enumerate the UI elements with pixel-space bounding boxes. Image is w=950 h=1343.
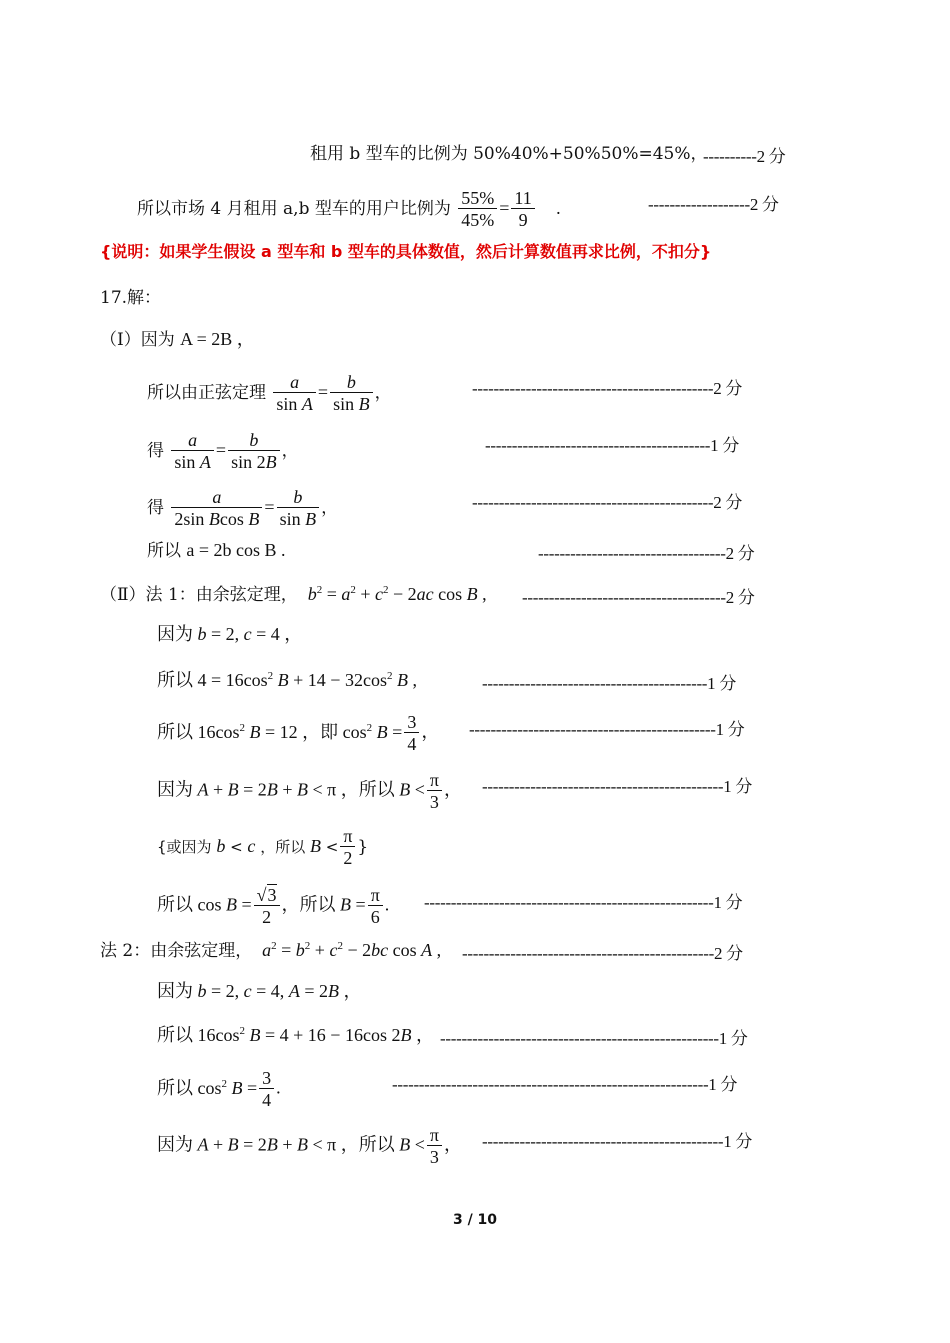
fraction-3-4: $\frac{3}{4}$ (259, 1068, 274, 1111)
rent-b-ratio-text: 租用 b 型车的比例为 50%40%+50%50%=45%， (310, 144, 708, 164)
angle-bound-line: 因为 A + B = 2B + B < π ，所以 B < $\frac{\pi}{3}$ ， (157, 1125, 462, 1167)
score-mark: ------------------------------------------1 分 (485, 436, 740, 455)
fraction-3-4: $\frac{3}{4}$ (404, 712, 419, 755)
final-answer-line: 所以 cos B = $\frac{√3}{2}$ ，所以 B = $\frac{\pi}{6}$ . (157, 885, 390, 927)
score-mark: -----------------------------------------------------------1 分 (392, 1075, 738, 1094)
alternative-reason-line: {或因为 b < c ，所以 B < $\frac{\pi}{2}$ } (157, 826, 369, 868)
score-mark: ------------------------------------------1 分 (482, 674, 737, 693)
part-two-line (100, 582, 487, 607)
result-formula: a = 2b cos B . (186, 540, 286, 560)
step-label: 得 (147, 441, 164, 461)
given-values: 因为 b = 2, c = 4 ， (157, 624, 303, 644)
method-two-line (100, 938, 441, 963)
fraction-pi-6: $\frac{\pi}{6}$ (368, 885, 383, 928)
sine-law-text: 所以由正弦定理 (147, 383, 266, 403)
score-mark: ---------------------------------------------1 分 (482, 1132, 753, 1151)
score-mark: -----------------------------------------------2 分 (462, 944, 743, 963)
fraction-sqrt3-2: $\frac{√3}{2}$ (254, 885, 280, 928)
final-answer-text: 所以 cos B = (157, 894, 252, 915)
cosine-law-formula: $a^2 = b^2 + c^2 - 2bc$ cos A , (262, 940, 442, 960)
fraction-b-sinB: $\frac{b}{\text{sin B}}$ (277, 487, 320, 530)
score-mark: ---------------------------------------------2 分 (472, 493, 743, 512)
cos-squared-line: 所以 $16\cos^2$ B = 12 ，即 $\cos^2 B$ = $\frac{3}{4}$ ， (157, 712, 440, 754)
cosine-law-formula: $b^2 = a^2 + c^2 - 2ac$ cos B , (307, 584, 487, 604)
fraction-pi-3: $\frac{\pi}{3}$ (427, 770, 442, 813)
user-ratio-line: 所以市场 4 月租用 a,b 型车的用户比例为 $\frac{55\%}{45\%}$ = $\frac{11}{9}$ . (137, 188, 561, 230)
step-label: 所以 (147, 541, 181, 561)
equation-line (157, 1023, 434, 1047)
score-mark: ---------------------------------------------1 分 (482, 777, 753, 796)
part-one-condition: A = 2B ， (180, 329, 255, 349)
denominator: 45% (458, 208, 497, 231)
fraction-a-2sinBcosB: $\frac{a}{\text{2sin Bcos B}}$ (171, 487, 262, 530)
step-three-line: 得 $\frac{a}{\text{2sin Bcos B}}$ = $\frac{b}{\text{sin B}}$ ， (147, 487, 339, 529)
cos-squared-text: 所以 $16\cos^2$ B = 12 ，即 $\cos^2 B$ = (157, 721, 403, 742)
angle-bound-text: 因为 A + B = 2B + B < π ，所以 B < (157, 779, 425, 800)
part-two-label: （Ⅱ）法 1：由余弦定理， (100, 585, 298, 605)
fraction-pi-2: $\frac{\pi}{2}$ (340, 826, 355, 869)
part-one-line (100, 327, 255, 352)
question-number: 17.解： (100, 288, 162, 308)
fraction-b-sin2B: $\frac{b}{\sin 2B}$ (228, 430, 280, 473)
equation-line (157, 668, 417, 692)
angle-bound-text: 因为 A + B = 2B + B < π ，所以 B < (157, 1134, 425, 1155)
score-mark: -----------------------------------2 分 (538, 544, 755, 563)
fraction-55-45 (458, 188, 497, 231)
sine-law-line: 所以由正弦定理 $\frac{a}{\text{sin A}}$ = $\frac{b}{\text{sin B}}$ ， (147, 372, 392, 414)
fraction-11-9 (511, 188, 534, 231)
fraction-a-sinA: $\frac{a}{\text{sin A}}$ (171, 430, 214, 473)
part-one-label: （Ⅰ）因为 (100, 330, 175, 350)
score-mark: -------------------2 分 (648, 195, 779, 214)
method-two-label: 法 2：由余弦定理， (100, 941, 253, 961)
grading-note: {说明：如果学生假设 a 型车和 b 型车的具体数值，然后计算数值再求比例，不扣分} (100, 242, 712, 261)
given-values-line (157, 979, 361, 1003)
page-number: 3 / 10 (452, 1212, 498, 1228)
given-values: 因为 b = 2, c = 4, A = 2B ， (157, 981, 362, 1001)
score-mark: ----------------------------------------------1 分 (469, 720, 745, 739)
step-four-line (147, 538, 286, 563)
user-ratio-text: 所以市场 4 月租用 a,b 型车的用户比例为 (137, 199, 451, 219)
cos-squared-text: 所以 $\cos^2 B$ = (157, 1077, 258, 1098)
score-mark: ---------------------------------------------2 分 (472, 379, 743, 398)
score-mark: ----------------------------------------------------1 分 (440, 1029, 748, 1048)
equation: 所以 $16\cos^2$ B = 4 + 16 − 16cos 2B ， (157, 1025, 434, 1045)
numerator: 11 (514, 188, 532, 208)
alternative-reason-text: {或因为 b < c ，所以 B < (157, 836, 339, 856)
fraction-b-sinB: $\frac{b}{\text{sin B}}$ (330, 372, 373, 415)
numerator: 55% (461, 188, 495, 208)
equation: 所以 $4 = 16\cos^2$ $B + 14 - 32\cos^2$ B , (157, 670, 417, 690)
given-values-line (157, 622, 302, 646)
score-mark: ----------2 分 (703, 147, 786, 166)
score-mark: ------------------------------------------------------1 分 (424, 893, 743, 912)
step-two-line: 得 $\frac{a}{\text{sin A}}$ = $\frac{b}{\sin 2B}$ ， (147, 430, 299, 472)
angle-bound-line: 因为 A + B = 2B + B < π ，所以 B < $\frac{\pi}{3}$ ， (157, 770, 462, 812)
rent-b-ratio-line (310, 142, 708, 166)
score-mark: --------------------------------------2 分 (522, 588, 755, 607)
fraction-a-sinA: $\frac{a}{\text{sin A}}$ (273, 372, 316, 415)
denominator: 9 (511, 208, 534, 231)
cos-squared-line: 所以 $\cos^2 B$ = $\frac{3}{4}$ . (157, 1068, 281, 1110)
fraction-pi-3: $\frac{\pi}{3}$ (427, 1125, 442, 1168)
step-label: 得 (147, 498, 164, 518)
